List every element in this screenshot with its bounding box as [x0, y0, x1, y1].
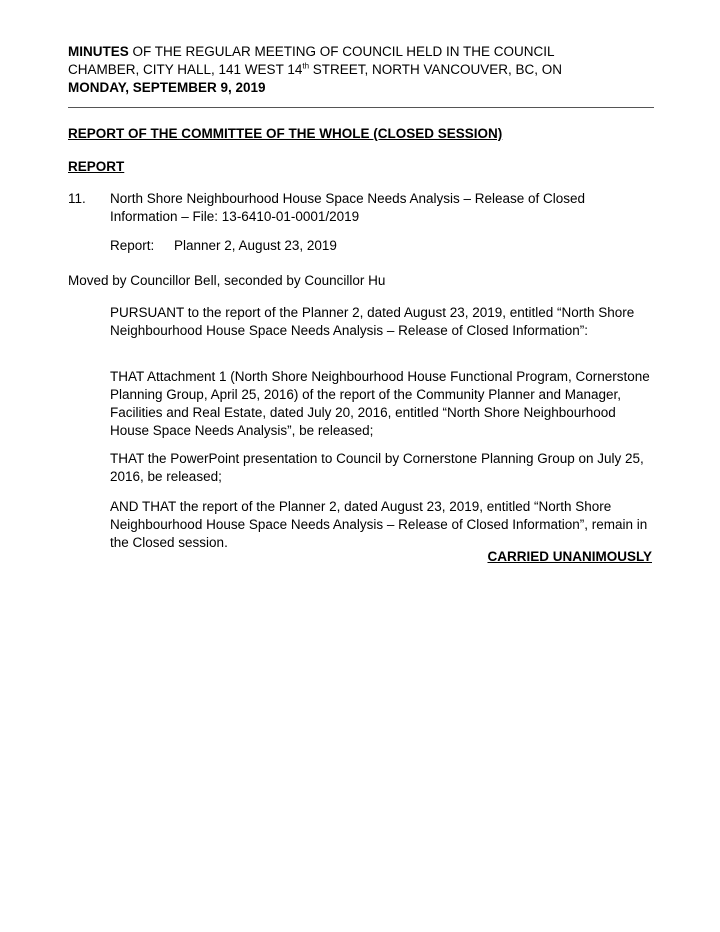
header-line-1-text: OF THE REGULAR MEETING OF COUNCIL HELD IN THE COUNCIL: [128, 44, 555, 59]
motion-result: CARRIED UNANIMOUSLY: [487, 549, 652, 564]
report-section-title: REPORT: [68, 159, 125, 174]
report-value: Planner 2, August 23, 2019: [174, 238, 337, 253]
header-divider: [68, 107, 654, 108]
item-title-line-2: Information – File: 13-6410-01-0001/2019: [110, 209, 360, 224]
header-minutes-label: MINUTES: [68, 44, 129, 59]
header-line-2-sup: th: [302, 61, 310, 71]
item-title-line-1: North Shore Neighbourhood House Space Needs Analysis – Release of Closed: [110, 191, 586, 206]
minutes-header: [68, 43, 658, 97]
pursuant-paragraph: PURSUANT to the report of the Planner 2, dated August 23, 2019, entitled “North Shore Neighbourhood House Space Needs Analysis – Release of Closed Information”:: [110, 305, 635, 338]
report-label: Report:: [110, 238, 155, 253]
moved-by: Moved by Councillor Bell, seconded by Councillor Hu: [68, 273, 386, 288]
committee-section-title: REPORT OF THE COMMITTEE OF THE WHOLE (CLOSED SESSION): [68, 126, 503, 141]
header-line-2: [68, 61, 658, 79]
header-line-2-pre: CHAMBER, CITY HALL, 141 WEST 14: [68, 62, 303, 77]
meeting-date: MONDAY, SEPTEMBER 9, 2019: [68, 80, 266, 95]
report-reference: [110, 237, 337, 255]
header-line-2-post: STREET, NORTH VANCOUVER, BC, ON: [309, 62, 563, 77]
and-that-paragraph: AND THAT the report of the Planner 2, dated August 23, 2019, entitled “North Shore Neighbourhood House Space Needs Analysis – Release of Closed Information”, remain in the Closed session.: [110, 499, 648, 550]
item-title: [110, 190, 650, 226]
that-attachment-paragraph: THAT Attachment 1 (North Shore Neighbourhood House Functional Program, Cornerstone Planning Group, April 25, 2016) of the report of the Community Planner and Manager, Facilities and Real Estate, dated July 20, 2016, entitled “North Shore Neighbourhood House Space Needs Analysis”, be released;: [110, 369, 650, 438]
that-powerpoint-paragraph: THAT the PowerPoint presentation to Council by Cornerstone Planning Group on July 25, 2016, be released;: [110, 451, 644, 484]
item-number: 11.: [68, 191, 86, 206]
header-line-1: [68, 43, 658, 61]
